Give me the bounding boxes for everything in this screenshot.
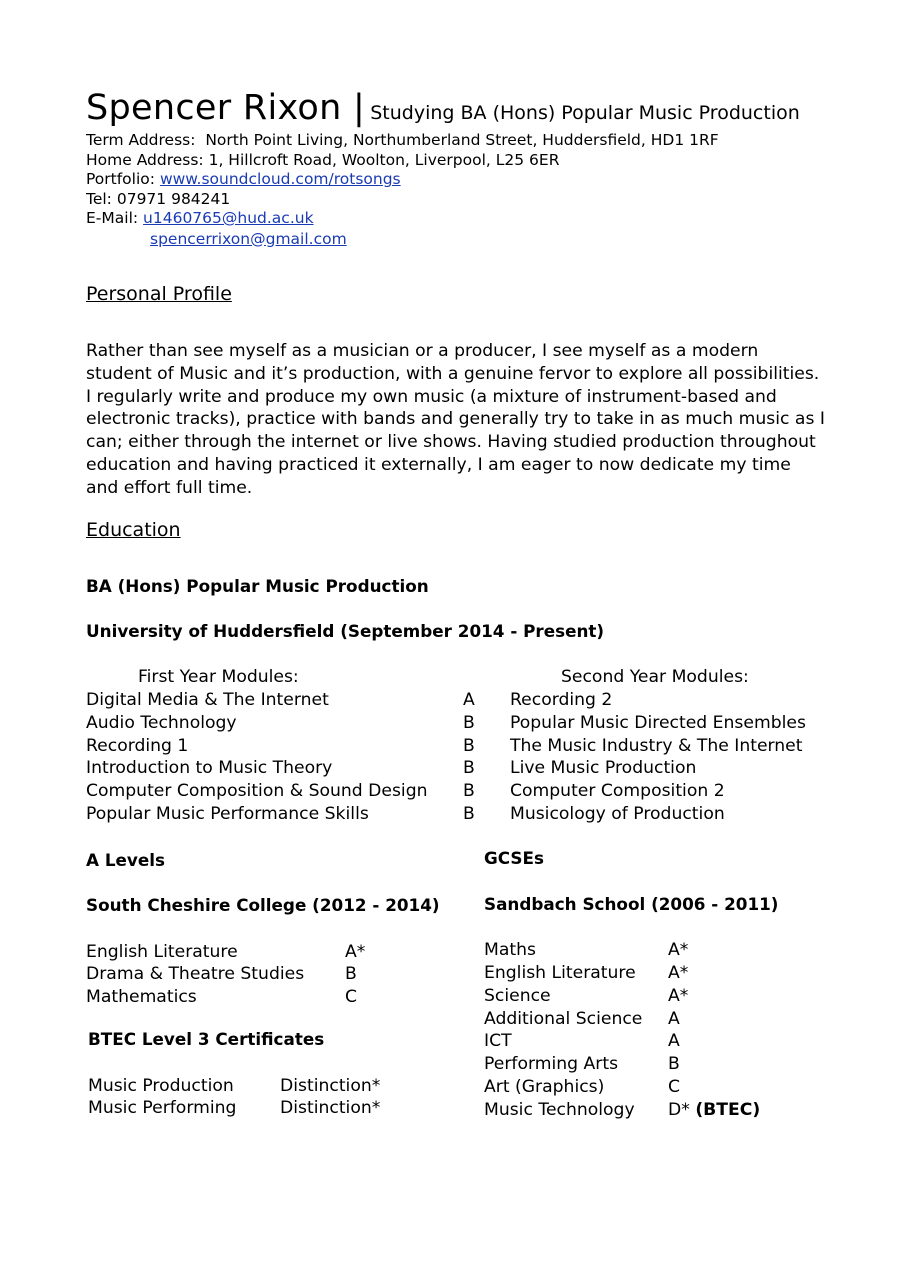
subject-grade: Distinction* [280,1098,381,1118]
email-line-2 [150,230,347,250]
list-item [86,689,329,712]
university-title: University of Huddersfield (September 2014 - Present) [86,621,605,641]
subject-name: Additional Science [484,1009,643,1029]
list-item: Musicology of Production [510,804,725,824]
list-item: The Music Industry & The Internet [510,736,803,756]
subject-grade: Distinction* [280,1076,381,1096]
tel: 07971 984241 [116,189,231,208]
subject-name: Drama & Theatre Studies [86,964,305,984]
subject-name: Performing Arts [484,1054,619,1074]
portfolio-link[interactable]: www.soundcloud.com/rotsongs [159,170,401,188]
list-item: Popular Music Directed Ensembles [510,713,806,733]
subtitle: Studying BA (Hons) Popular Music Production [370,102,800,124]
a-levels-heading: A Levels [86,850,165,870]
subject-name: Music Performing [88,1098,237,1118]
first-year-title: First Year Modules: [138,667,299,687]
subject-grade: B [668,1054,680,1074]
module-grade: B [463,736,475,756]
gcses-school: Sandbach School (2006 - 2011) [484,894,779,914]
module-name: Recording 1 [86,736,189,756]
module-name: Audio Technology [86,713,237,733]
subject-grade-with-note [668,1099,760,1122]
profile-heading: Personal Profile [86,283,232,305]
education-heading: Education [86,519,181,541]
subject-name: English Literature [86,942,238,962]
list-item [86,803,369,826]
subject-name: Science [484,986,551,1006]
subject-grade: D* [668,1100,690,1120]
module-name: Introduction to Music Theory [86,758,333,778]
degree-title: BA (Hons) Popular Music Production [86,576,429,596]
module-grade: B [463,804,475,824]
subject-grade: A* [668,963,689,983]
second-year-title: Second Year Modules: [561,667,749,687]
subject-grade: B [345,964,357,984]
name: Spencer Rixon | [86,88,366,128]
email-label: E-Mail: [86,209,139,227]
module-grade: A [463,690,475,710]
email-link-2[interactable]: spencerrixon@gmail.com [150,229,347,248]
tel-label: Tel: [86,189,112,208]
module-name: Computer Composition & Sound Design [86,781,428,801]
subject-grade: C [668,1077,681,1097]
subject-name: Music Technology [484,1100,635,1120]
email-link-1[interactable]: u1460765@hud.ac.uk [143,209,314,227]
module-name: Popular Music Performance Skills [86,804,369,824]
header-title [86,88,800,128]
home-address-line [86,151,560,171]
home-address: 1, Hillcroft Road, Woolton, Liverpool, L25 6ER [208,150,560,169]
module-grade: B [463,781,475,801]
portfolio-label: Portfolio: [86,170,155,188]
portfolio-line [86,170,401,190]
list-item [86,757,332,780]
list-item: Recording 2 [510,690,613,710]
module-grade: B [463,713,475,733]
a-levels-school: South Cheshire College (2012 - 2014) [86,895,440,915]
subject-name: ICT [484,1031,512,1051]
subject-name: Music Production [88,1076,234,1096]
list-item [86,780,428,803]
subject-grade: A* [668,940,689,960]
term-address-line [86,131,719,151]
subject-grade: A [668,1031,680,1051]
tel-line [86,190,230,210]
list-item [86,735,188,758]
profile-text: Rather than see myself as a musician or a producer, I see myself as a modern student of Music and it’s production, with a genuine fervor to explore all possibilities. I regularly write and produce my own music (a mixture of instrument-based and electronic tracks), practice with bands and generally try to take in as much music as I can; either through the internet or live shows. Having studied production throughout education and having practiced it externally, I am eager to now dedicate my time and effort full time. [86,341,825,498]
subject-name: English Literature [484,963,636,983]
subject-name: Mathematics [86,987,197,1007]
subject-name: Maths [484,940,536,960]
home-address-label: Home Address: [86,150,204,169]
subject-name: Art (Graphics) [484,1077,605,1097]
list-item [86,712,237,735]
list-item: Live Music Production [510,758,697,778]
gcses-heading: GCSEs [484,848,544,868]
subject-grade: A [668,1009,680,1029]
btec-heading: BTEC Level 3 Certificates [88,1029,325,1049]
term-address-label: Term Address: [86,131,196,149]
term-address: North Point Living, Northumberland Street, Huddersfield, HD1 1RF [205,131,719,149]
list-item: Computer Composition 2 [510,781,725,801]
email-line [86,209,314,229]
subject-grade: A* [668,986,689,1006]
module-grade: B [463,758,475,778]
subject-grade: C [345,987,358,1007]
module-name: Digital Media & The Internet [86,690,329,710]
subject-grade: A* [345,942,366,962]
grade-note: (BTEC) [695,1100,761,1120]
